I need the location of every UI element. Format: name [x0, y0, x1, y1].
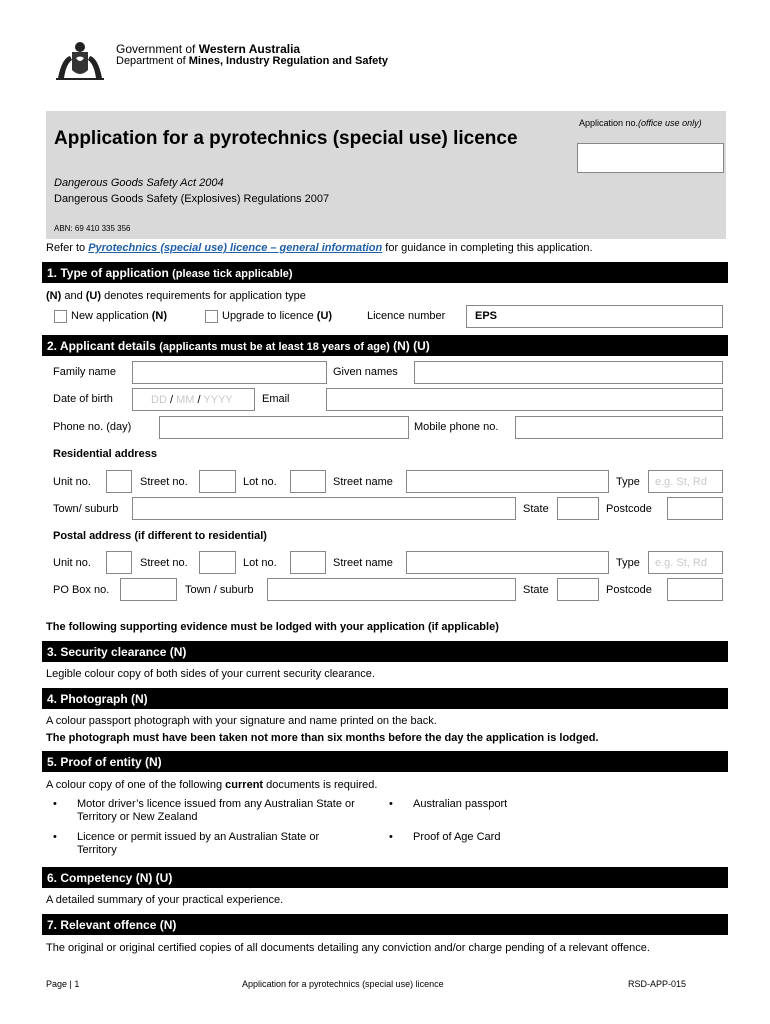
section-5-header: 5. Proof of entity (N)	[42, 751, 728, 772]
new-application-text: New application	[71, 310, 152, 322]
po-box-label: PO Box no.	[53, 584, 110, 596]
application-no-input[interactable]	[577, 143, 724, 173]
refer-line	[46, 242, 593, 254]
refer-suffix: for guidance in completing this application.	[382, 242, 593, 254]
mobile-label: Mobile phone no.	[414, 421, 499, 433]
licence-number-label: Licence number	[367, 310, 446, 322]
section-7-header: 7. Relevant offence (N)	[42, 914, 728, 935]
postal-address-heading: Postal address (if different to residential)	[53, 530, 267, 542]
res-town-label: Town/ suburb	[53, 503, 119, 515]
post-town-label: Town / suburb	[185, 584, 254, 596]
res-type-label: Type	[616, 476, 640, 488]
dob-slash-1: /	[169, 394, 174, 406]
phone-day-label: Phone no. (day)	[53, 421, 132, 433]
dob-yyyy-placeholder: YYYY	[203, 394, 233, 406]
res-postcode-label: Postcode	[606, 503, 652, 515]
n-code: (N)	[46, 290, 62, 302]
and-text: and	[61, 290, 86, 302]
post-lot-label: Lot no.	[243, 557, 277, 569]
section-4-bold-text: The photograph must have been taken not more than six months before the day the application is lodged.	[46, 732, 599, 744]
post-state-label: State	[523, 584, 549, 596]
section-3-text: Legible colour copy of both sides of your current security clearance.	[46, 668, 375, 680]
new-application-checkbox[interactable]	[54, 310, 67, 323]
upgrade-licence-checkbox[interactable]	[205, 310, 218, 323]
post-state-input[interactable]	[557, 578, 599, 601]
dob-dd-placeholder: DD	[151, 394, 167, 406]
bullet-icon: •	[53, 798, 57, 810]
section-7-text: The original or original certified copies of all documents detailing any conviction and/or charge pending of a relevant offence.	[46, 942, 650, 954]
family-name-label: Family name	[53, 366, 116, 378]
res-street-name-input[interactable]	[406, 470, 609, 493]
post-type-label: Type	[616, 557, 640, 569]
section-5-intro-suffix: documents is required.	[263, 779, 378, 791]
res-unit-input[interactable]	[106, 470, 132, 493]
page-title: Application for a pyrotechnics (special use) licence	[54, 128, 518, 149]
upgrade-code: (U)	[316, 310, 333, 322]
section-2-header	[42, 335, 728, 356]
application-no-text: Application no.	[579, 118, 639, 128]
section-2-subtitle: (applicants must be at least 18 years of age)	[159, 341, 390, 353]
res-street-name-label: Street name	[333, 476, 393, 488]
gov-prefix: Government of	[116, 42, 199, 56]
section-5-intro-prefix: A colour copy of one of the following	[46, 779, 226, 791]
section-3-header: 3. Security clearance (N)	[42, 641, 728, 662]
res-street-no-input[interactable]	[199, 470, 236, 493]
section-6-header: 6. Competency (N) (U)	[42, 867, 728, 888]
post-unit-input[interactable]	[106, 551, 132, 574]
res-unit-label: Unit no.	[53, 476, 91, 488]
given-names-label: Given names	[333, 366, 398, 378]
dob-mm-placeholder: MM	[176, 394, 195, 406]
email-input[interactable]	[326, 388, 723, 411]
post-street-no-input[interactable]	[199, 551, 236, 574]
wa-crest-logo	[52, 38, 108, 82]
gov-name: Western Australia	[198, 42, 301, 56]
dept-line	[116, 55, 388, 67]
general-information-link[interactable]: Pyrotechnics (special use) licence – general information	[88, 242, 383, 254]
section-6-text: A detailed summary of your practical experience.	[46, 894, 284, 906]
given-names-input[interactable]	[414, 361, 723, 384]
dept-name: Mines, Industry Regulation and Safety	[188, 55, 389, 67]
res-lot-input[interactable]	[290, 470, 326, 493]
res-type-input[interactable]: e.g. St, Rd	[648, 470, 723, 493]
dob-input[interactable]	[132, 388, 255, 411]
post-unit-label: Unit no.	[53, 557, 91, 569]
office-use-note: (office use only)	[638, 118, 702, 128]
bullet-icon: •	[389, 798, 393, 810]
post-postcode-input[interactable]	[667, 578, 723, 601]
list-item: Motor driver’s licence issued from any Australian State or Territory or New Zealand	[77, 798, 355, 823]
list-item: Australian passport	[413, 798, 508, 810]
res-lot-label: Lot no.	[243, 476, 277, 488]
u-code: (U)	[85, 290, 102, 302]
family-name-input[interactable]	[132, 361, 327, 384]
res-street-no-label: Street no.	[140, 476, 188, 488]
dept-prefix: Department of	[116, 55, 189, 67]
res-state-input[interactable]	[557, 497, 599, 520]
gov-line	[116, 42, 300, 56]
email-label: Email	[262, 393, 290, 405]
residential-address-heading: Residential address	[53, 448, 157, 460]
section-1-subtitle: (please tick applicable)	[172, 268, 293, 280]
footer-page-number: Page | 1	[46, 979, 80, 989]
bullet-icon: •	[53, 831, 57, 843]
regulations-name: Dangerous Goods Safety (Explosives) Regulations 2007	[54, 193, 330, 205]
section-4-header: 4. Photograph (N)	[42, 688, 728, 709]
post-postcode-label: Postcode	[606, 584, 652, 596]
mobile-input[interactable]	[515, 416, 723, 439]
post-town-input[interactable]	[267, 578, 516, 601]
section-5-intro	[46, 779, 377, 791]
phone-day-input[interactable]	[159, 416, 409, 439]
section-2-codes: (N) (U)	[393, 339, 430, 353]
post-street-no-label: Street no.	[140, 557, 188, 569]
dob-slash-2: /	[197, 394, 201, 406]
res-postcode-input[interactable]	[667, 497, 723, 520]
post-lot-input[interactable]	[290, 551, 326, 574]
post-type-input[interactable]: e.g. St, Rd	[648, 551, 723, 574]
list-item: Licence or permit issued by an Australian State or Territory	[77, 831, 320, 856]
dob-label: Date of birth	[53, 393, 113, 405]
new-application-label	[71, 310, 167, 322]
new-application-code: (N)	[151, 310, 167, 322]
res-state-label: State	[523, 503, 549, 515]
act-name: Dangerous Goods Safety Act 2004	[54, 177, 224, 189]
list-item: Proof of Age Card	[413, 831, 501, 843]
bullet-icon: •	[389, 831, 393, 843]
type-note-text: denotes requirements for application type	[101, 290, 306, 302]
upgrade-text: Upgrade to licence	[222, 310, 317, 322]
section-2-title: 2. Applicant details	[47, 339, 156, 353]
type-note	[46, 290, 306, 302]
abn: ABN: 69 410 335 356	[54, 224, 131, 233]
po-box-input[interactable]	[120, 578, 177, 601]
section-5-intro-bold: current	[225, 779, 264, 791]
post-street-name-input[interactable]	[406, 551, 609, 574]
section-1-title: 1. Type of application	[47, 266, 169, 280]
application-no-label	[579, 117, 719, 129]
supporting-evidence-heading: The following supporting evidence must be lodged with your application (if applicable)	[46, 621, 499, 633]
upgrade-licence-label	[222, 310, 332, 322]
section-1-header	[42, 262, 728, 283]
footer-code: RSD-APP-015	[628, 979, 687, 989]
footer-title: Application for a pyrotechnics (special use) licence	[242, 979, 444, 989]
section-4-text: A colour passport photograph with your signature and name printed on the back.	[46, 715, 437, 727]
post-street-name-label: Street name	[333, 557, 393, 569]
res-town-input[interactable]	[132, 497, 516, 520]
refer-prefix: Refer to	[46, 242, 89, 254]
licence-number-input[interactable]: EPS	[466, 305, 723, 328]
